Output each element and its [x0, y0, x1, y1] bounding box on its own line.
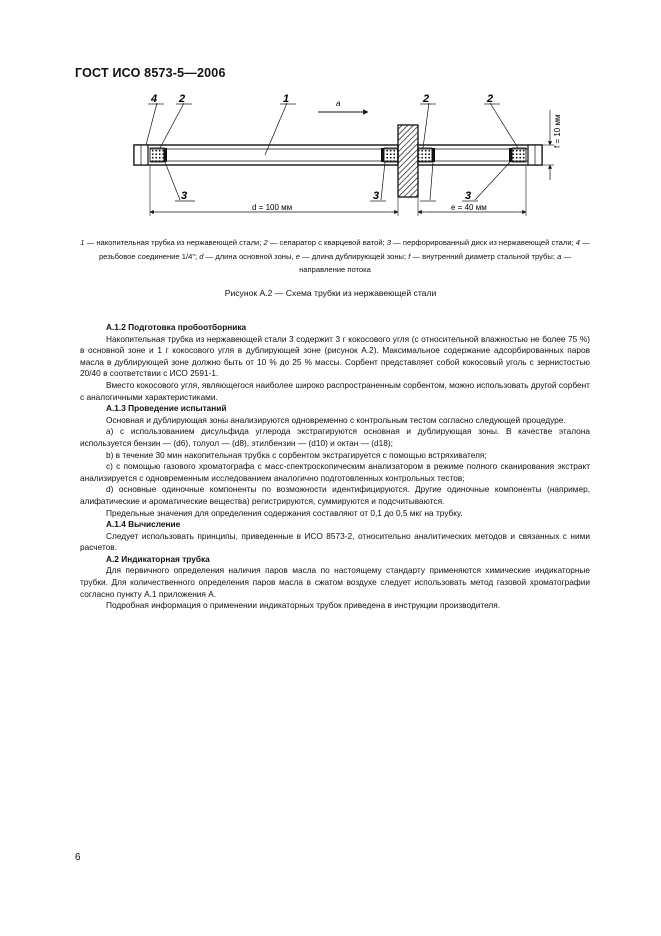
document-header: ГОСТ ИСО 8573-5—2006 [75, 66, 226, 80]
paragraph: Подробная информация о применении индикаторных трубок приведена в инструкции производителя. [106, 600, 501, 611]
figure-legend: 1 — накопительная трубка из нержавеющей стали; 2 — сепаратор с кварцевой ватой; 3 — перфорированный диск из нержавеющей стали; 4 — резьбовое соединение 1/4"; d — длина основной зоны, e — длина дублирующей зоны; f — внутренний диаметр стальной трубы; a — направление потока [80, 238, 590, 274]
paragraph: Вместо кокосового угля, являющегося наиболее широко распространенным сорбентом, можно использовать другой сорбент с аналогичными характеристиками. [80, 379, 590, 402]
paragraph: Предельные значения для определения содержания составляют от 0,1 до 0,5 мкг на трубку. [106, 507, 463, 518]
section-a2-heading: А.2 Индикаторная трубка [106, 553, 210, 564]
list-item: a) с использованием дисульфида углерода экстрагируются основная и дублирующая зоны. В качестве эталона используется бензин — (d6), толуол — (d8), этилбензин — (d10) и октан — (d18); [80, 426, 590, 448]
list-item: c) с помощью газового хроматографа с масс-спектроскопическим анализатором в режиме полного сканирования экстракт анализируется с одновременным исследованием аналогично подготовленных контрольных тестов; [80, 461, 590, 483]
callout-1: 1 [283, 93, 290, 105]
callout-2-center: 2 [423, 93, 430, 105]
paragraph: Для первичного определения наличия паров масла по настоящему стандарту применяются химические индикаторные трубки. Для количественного определения паров масла в сжатом воздухе следует использовать метод газовой хроматографии согласно пункту А.1 приложения А. [80, 565, 590, 599]
paragraph: Следует использовать принципы, приведенные в ИСО 8573-2, относительно аналитических методов и связанных с ними расчетов. [80, 530, 590, 553]
list-item: d) основные одиночные компоненты по возможности идентифицируются. Другие одиночные компоненты (например, алифатические и ароматические вещества) регистрируются, суммируются и подсчитываются. [80, 484, 590, 506]
separator-left [150, 148, 164, 162]
flow-label: a [336, 99, 341, 108]
callout-2-left: 2 [179, 93, 186, 105]
center-coupling [398, 125, 418, 197]
callout-2-right: 2 [487, 93, 494, 105]
separator-right [512, 148, 526, 162]
dim-d-label: d = 100 мм [252, 203, 293, 212]
document-body [80, 322, 590, 612]
callout-3-right: 3 [465, 190, 472, 202]
dim-e-label: e = 40 мм [451, 203, 487, 212]
list-item: b) в течение 30 мин накопительная трубка с сорбентом экстрагируется с помощью встряхивателя; [106, 449, 487, 460]
callout-3-center: 3 [373, 190, 380, 202]
section-a13-heading: А.1.3 Проведение испытаний [106, 403, 227, 414]
callout-4: 4 [151, 93, 158, 105]
paragraph: Основная и дублирующая зоны анализируются одновременно с контрольным тестом согласно следующей процедуре. [106, 414, 566, 425]
section-a12-heading: А.1.2 Подготовка пробоотборника [106, 322, 247, 332]
main-tube [134, 145, 398, 165]
dim-f-label: f = 10 мм [553, 114, 562, 148]
paragraph: Накопительная трубка из нержавеющей стали 3 содержит 3 г кокосового угля (с относительной влажностью не более 75 %) в основной зоне и 1 г кокосового угля в дублирующей зоне (рисунок А.2). Максимальное содержание адсорбированных паров масла в дублирующей зоне должно быть от 10 % до 25 % массы. Сорбент представляет собой кокосовый уголь с зернистостью 20/40 в соответствии с ИСО 2591-1. [80, 333, 590, 379]
page-number: 6 [75, 852, 81, 863]
tube-diagram [120, 90, 570, 230]
figure-caption: Рисунок А.2 — Схема трубки из нержавеющей стали [224, 288, 437, 298]
callout-3-left: 3 [181, 190, 188, 202]
section-a14-heading: А.1.4 Вычисление [106, 519, 181, 530]
